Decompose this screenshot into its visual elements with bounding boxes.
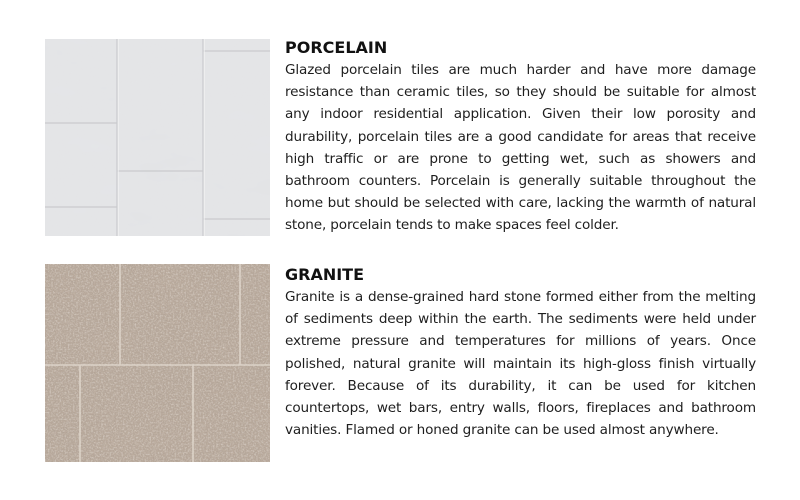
granite-heading: GRANITE bbox=[285, 265, 365, 284]
porcelain-description: Glazed porcelain tiles are much harder and have more damage resistance than ceramic tiles, so they should be suitable for almost any indoor residential application. Given their low porosity and durability, porcelain tiles are a good candidate for areas that receive high traffic or are prone to getting wet, such as showers and bathroom counters. Porcelain is generally suitable throughout the home but should be selected with care, lacking the warmth of natural stone, porcelain tends to make spaces feel colder. bbox=[285, 62, 756, 234]
porcelain-text bbox=[285, 37, 756, 237]
granite-section bbox=[0, 255, 800, 500]
porcelain-tile-image bbox=[45, 39, 270, 236]
granite-description: Granite is a dense-grained hard stone formed either from the melting of sediments deep within the earth. The sediments were held under extreme pressure and temperatures for millions of years. Once polished, natural granite will maintain its high-gloss finish virtually forever. Because of its durability, it can be used for kitchen countertops, wet bars, entry walls, floors, fireplaces and bathroom vanities. Flamed or honed granite can be used almost anywhere. bbox=[285, 289, 756, 439]
granite-text bbox=[285, 264, 756, 441]
granite-tile-image bbox=[45, 264, 270, 462]
porcelain-heading: PORCELAIN bbox=[285, 38, 388, 57]
